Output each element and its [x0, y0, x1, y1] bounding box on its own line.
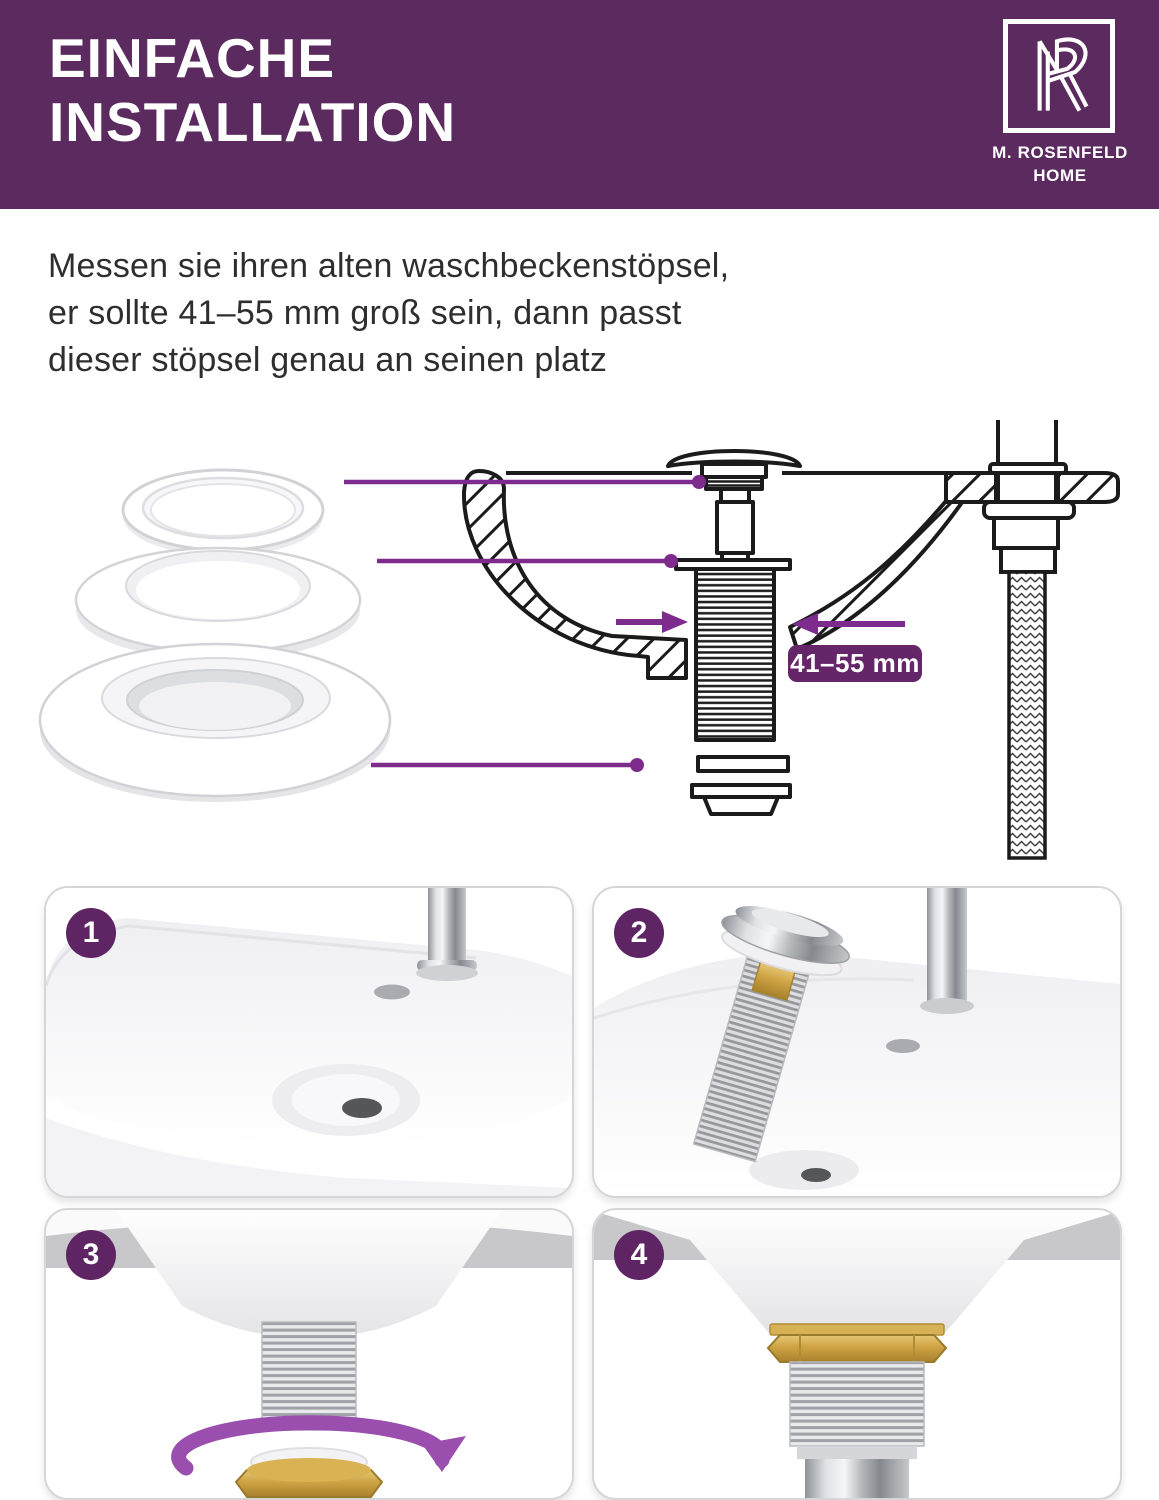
- installation-diagram: [0, 420, 1159, 880]
- faucet-under-counter: [984, 502, 1074, 858]
- intro-line-1: Messen sie ihren alten waschbeckenstöpsel,: [48, 247, 730, 285]
- step-number-badge: 4: [614, 1230, 664, 1280]
- brand-monogram-r-icon: [1008, 24, 1110, 128]
- intro-line-2: er sollte 41–55 mm groß sein, dann passt: [48, 294, 682, 332]
- arrow-right-icon: [662, 611, 688, 633]
- intro-paragraph: [48, 243, 729, 384]
- step-1-photo: [44, 886, 574, 1198]
- washer-drawing: [698, 757, 788, 771]
- lock-nut-drawing: [692, 785, 790, 814]
- header-banner: [0, 0, 1159, 209]
- step-2-photo: [592, 886, 1122, 1198]
- step-2-scene: [594, 888, 1120, 1196]
- drain-hole: [749, 1150, 859, 1190]
- intro-line-3: dieser stöpsel genau an seinen platz: [48, 341, 608, 379]
- step-number-badge: 1: [66, 908, 116, 958]
- faucet-base: [920, 888, 974, 1014]
- step-4-scene: [594, 1210, 1120, 1498]
- threaded-shank: [262, 1322, 356, 1430]
- threaded-shank: [790, 1362, 924, 1446]
- brass-nut: [768, 1335, 946, 1362]
- page-title-line-2: INSTALLATION: [49, 91, 457, 153]
- overflow-hole: [886, 1039, 920, 1053]
- measurement-badge: 41–55 mm: [788, 645, 922, 682]
- brand-sub: HOME: [1033, 166, 1087, 185]
- step-number-badge: 3: [66, 1230, 116, 1280]
- gasket-stack: [40, 470, 390, 802]
- brand-logo: [1003, 19, 1115, 133]
- brand-name: M. ROSENFELD: [992, 143, 1128, 162]
- step-3-photo: [44, 1208, 574, 1500]
- step-3-scene: [46, 1210, 572, 1498]
- page-title-line-1: EINFACHE: [49, 27, 336, 89]
- faucet-line-drawing: [802, 420, 1066, 473]
- supply-hose: [1009, 572, 1045, 858]
- brand-name-block: [975, 141, 1145, 187]
- drain-assembly-drawing: [668, 451, 800, 814]
- brass-washer: [770, 1324, 944, 1335]
- drain-tube: [805, 1459, 909, 1498]
- page-title: [49, 26, 456, 154]
- brass-nut: [236, 1458, 382, 1497]
- step-4-photo: [592, 1208, 1122, 1500]
- countertop-drawing: [782, 470, 1118, 502]
- overflow-hole: [374, 985, 410, 1000]
- step-number-badge: 2: [614, 908, 664, 958]
- sink-cross-section-left: [464, 471, 692, 678]
- step-1-scene: [46, 888, 572, 1196]
